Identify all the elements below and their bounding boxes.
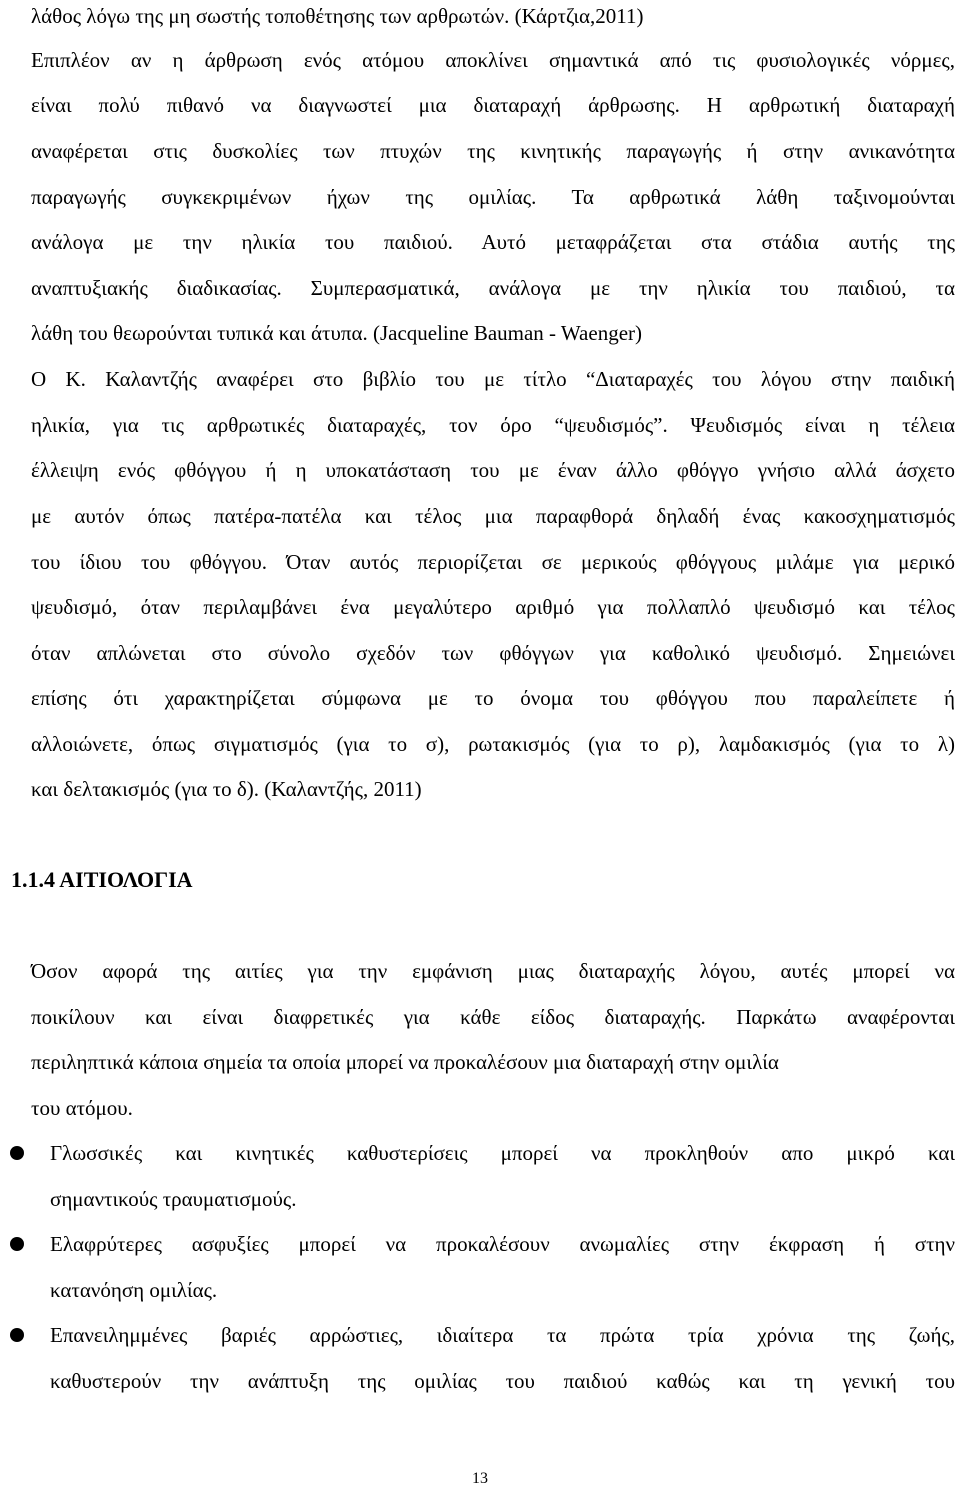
list-item-line: καθυστερούν την ανάπτυξη της ομιλίας του παιδιού καθώς και τη γενική του xyxy=(50,1369,955,1393)
bullet-icon xyxy=(10,1146,24,1160)
text-line: λάθη του θεωρούνται τυπικά και άτυπα. (Jacqueline Bauman - Waenger) xyxy=(31,321,643,345)
text-line: είναι πολύ πιθανό να διαγνωστεί μια διαταραχή άρθρωσης. Η αρθρωτική διαταραχή xyxy=(31,93,955,117)
text-line: αναπτυξιακής διαδικασίας. Συμπερασματικά, ανάλογα με την ηλικία του παιδιού, τα xyxy=(31,276,955,300)
text-line: Όσον αφορά της αιτίες για την εμφάνιση μιας διαταραχής λόγου, αυτές μπορεί να xyxy=(31,959,955,983)
text-line: με αυτόν όπως πατέρα-πατέλα και τέλος μια παραφθορά δηλαδή ένας κακοσχηματισμός xyxy=(31,504,955,528)
list-item-line: σημαντικούς τραυματισμούς. xyxy=(50,1187,297,1211)
text-line: επίσης ότι χαρακτηρίζεται σύμφωνα με το όνομα του φθόγγου που παραλείπετε ή xyxy=(31,686,955,710)
list-item-line: Ελαφρύτερες ασφυξίες μπορεί να προκαλέσουν ανωμαλίες στην έκφραση ή στην xyxy=(50,1232,955,1256)
list-item-line: Γλωσσικές και κινητικές καθυστερίσεις μπορεί να προκληθούν απο μικρό και xyxy=(50,1141,955,1165)
text-line: Ο Κ. Καλαντζής αναφέρει στο βιβλίο του με τίτλο “Διαταραχές του λόγου στην παιδική xyxy=(31,367,955,391)
text-line: έλλειψη ενός φθόγγου ή η υποκατάσταση του με έναν άλλο φθόγγο γνήσιο αλλά άσχετο xyxy=(31,458,955,482)
list-item-line: κατανόηση ομιλίας. xyxy=(50,1278,218,1302)
text-line: αλλοιώνετε, όπως σιγματισμός (για το σ), ρωτακισμός (για το ρ), λαμδακισμός (για το λ) xyxy=(31,732,955,756)
page-number: 13 xyxy=(472,1470,488,1487)
text-line: περιληπτικά κάποια σημεία τα οποία μπορεί να προκαλέσουν μια διαταραχή στην ομιλία xyxy=(31,1050,779,1074)
text-line: ανάλογα με την ηλικία του παιδιού. Αυτό μεταφράζεται στα στάδια αυτής της xyxy=(31,230,955,254)
list-item-line: Επανειλημμένες βαριές αρρώστιες, ιδιαίτερα τα πρώτα τρία χρόνια της ζωής, xyxy=(50,1323,955,1347)
bullet-icon xyxy=(10,1328,24,1342)
text-line: λάθος λόγω της μη σωστής τοποθέτησης των αρθρωτών. (Κάρτζια,2011) xyxy=(31,4,644,28)
text-line: του ατόμου. xyxy=(31,1096,133,1120)
text-line: ποικίλουν και είναι διαφρετικές για κάθε είδος διαταραχής. Παρκάτω αναφέρονται xyxy=(31,1005,955,1029)
text-line: Επιπλέον αν η άρθρωση ενός ατόμου αποκλίνει σημαντικά από τις φυσιολογικές νόρμες, xyxy=(31,48,955,72)
text-line: και δελτακισμός (για το δ). (Καλαντζής, 2011) xyxy=(31,777,422,801)
text-line: του ίδιου του φθόγγου. Όταν αυτός περιορίζεται σε μερικούς φθόγγους μιλάμε για μερικό xyxy=(31,550,955,574)
text-line: αναφέρεται στις δυσκολίες των πτυχών της κινητικής παραγωγής ή στην ανικανότητα xyxy=(31,139,955,163)
text-line: παραγωγής συγκεκριμένων ήχων της ομιλίας. Τα αρθρωτικά λάθη ταξινομούνται xyxy=(31,185,955,209)
text-line: ψευδισμό, όταν περιλαμβάνει ένα μεγαλύτερο αριθμό για πολλαπλό ψευδισμό και τέλος xyxy=(31,595,955,619)
text-line: ηλικία, για τις αρθρωτικές διαταραχές, τον όρο “ψευδισμός”. Ψευδισμός είναι η τέλεια xyxy=(31,413,955,437)
bullet-icon xyxy=(10,1237,24,1251)
section-heading: 1.1.4 ΑΙΤΙΟΛΟΓΙΑ xyxy=(11,867,193,892)
text-line: όταν απλώνεται στο σύνολο σχεδόν των φθόγγων για καθολικό ψευδισμό. Σημειώνει xyxy=(31,641,955,665)
